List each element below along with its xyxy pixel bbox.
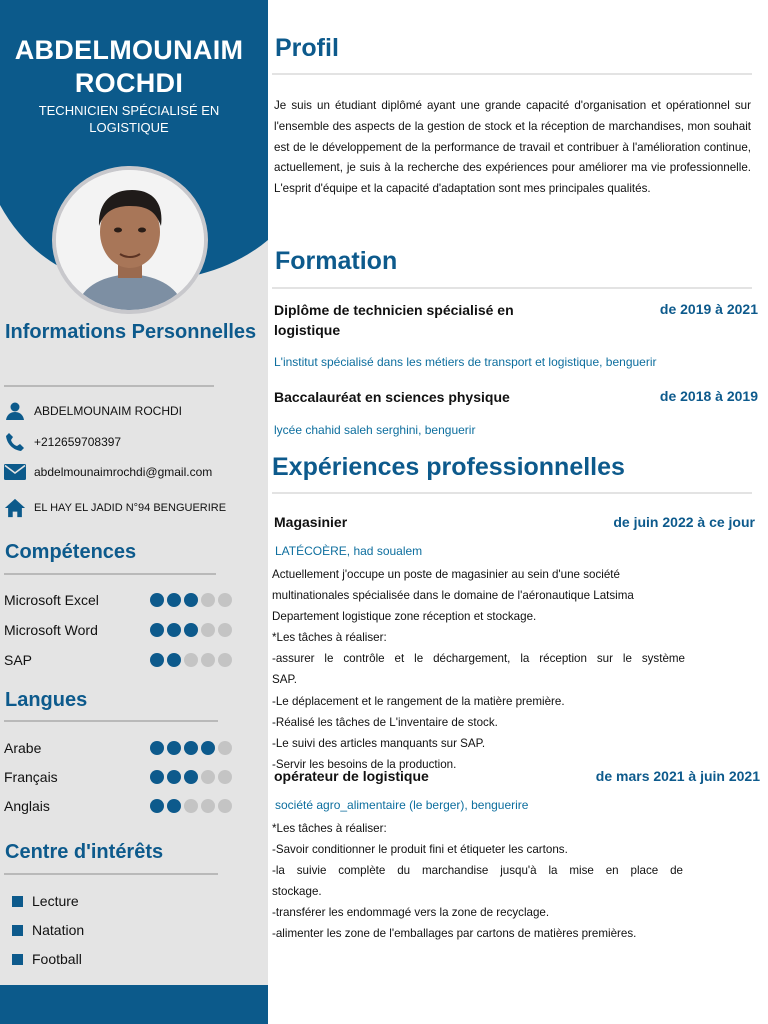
- rating-row: [4, 652, 232, 668]
- languages-title: Langues: [5, 689, 88, 711]
- job-company: LATÉCOÈRE, had soualem: [275, 544, 423, 558]
- square-bullet-icon: [12, 896, 23, 907]
- interest-item: [12, 951, 82, 967]
- rating-label: Microsoft Word: [4, 622, 98, 638]
- rating-dot-filled: [150, 741, 164, 755]
- rating-label: Anglais: [4, 798, 50, 814]
- rating-dot-empty: [201, 799, 215, 813]
- rating-row: [4, 622, 232, 638]
- section-divider: [4, 573, 216, 575]
- job-title: TECHNICIEN SPÉCIALISÉ EN LOGISTIQUE: [38, 103, 220, 135]
- section-divider: [4, 873, 218, 875]
- interest-item: [12, 893, 79, 909]
- rating-dot-filled: [150, 653, 164, 667]
- rating-dot-filled: [184, 623, 198, 637]
- job-line: -Le suivi des articles manquants sur SAP.: [272, 736, 486, 750]
- email-icon: [4, 461, 26, 483]
- job-company: société agro_alimentaire (le berger), benguerire: [275, 798, 529, 812]
- square-bullet-icon: [12, 925, 23, 936]
- rating-dot-filled: [150, 623, 164, 637]
- rating-dot-filled: [167, 799, 181, 813]
- rating-dot-filled: [167, 653, 181, 667]
- profile-photo: [52, 166, 208, 314]
- education-title: Formation: [275, 247, 398, 275]
- job-line: *Les tâches à réaliser:: [272, 631, 387, 645]
- info-phone-text[interactable]: +212659708397: [34, 435, 122, 449]
- rating-dot-empty: [184, 653, 198, 667]
- job-description: [272, 564, 685, 775]
- info-email-text[interactable]: abdelmounaimrochdi@gmail.com: [34, 465, 213, 479]
- job-line: Departement logistique zone réception et stockage.: [272, 610, 537, 624]
- rating-dot-filled: [184, 770, 198, 784]
- job-line: SAP.: [272, 673, 297, 687]
- rating-label: SAP: [4, 652, 33, 668]
- rating-dots: [150, 741, 232, 755]
- rating-dot-filled: [167, 770, 181, 784]
- rating-dots: [150, 799, 232, 813]
- rating-dot-empty: [201, 623, 215, 637]
- rating-dot-empty: [201, 593, 215, 607]
- rating-dot-filled: [167, 623, 181, 637]
- rating-dots: [150, 623, 232, 637]
- job-line: -assurer le contrôle et le déchargement, la réception sur le système: [272, 652, 685, 666]
- rating-row: [4, 798, 232, 814]
- job-line: -Savoir conditionner le produit fini et étiqueter les cartons.: [272, 843, 568, 857]
- job-line: -transférer les endommagé vers la zone de recyclage.: [272, 906, 550, 920]
- profile-title: Profil: [275, 34, 339, 62]
- job-line: stockage.: [272, 885, 322, 899]
- rating-dot-empty: [201, 653, 215, 667]
- profile-text: Je suis un étudiant diplômé ayant une grande capacité d'organisation et opérationnel sur l'ensemble des aspects de la gestion de stock et la réception de marchandises, mon souhait est de le développement de la performance de travail et contribuer à l'amélioration continue, actuellement, je suis à la recherche des expériences pour améliorer ma vie professionnelle. L'esprit d'équipe et la capacité d'adaptation sont mes principales qualités.: [274, 99, 751, 196]
- section-divider: [4, 720, 218, 722]
- rating-dot-filled: [184, 593, 198, 607]
- job-line: -Réalisé les tâches de L'inventaire de stock.: [272, 715, 498, 729]
- job-line: -Le déplacement et le rangement de la matière première.: [272, 694, 565, 708]
- interests-title: Centre d'intérêts: [5, 841, 164, 863]
- square-bullet-icon: [12, 954, 23, 965]
- section-divider: [272, 73, 752, 75]
- rating-dot-empty: [218, 799, 232, 813]
- rating-label: Français: [4, 769, 58, 785]
- section-divider: [272, 492, 752, 494]
- rating-row: [4, 592, 232, 608]
- info-address-row: [4, 497, 226, 519]
- rating-label: Microsoft Excel: [4, 592, 99, 608]
- job-position: Magasinier: [274, 514, 348, 530]
- interest-label: Lecture: [32, 893, 79, 909]
- education-degree: Baccalauréat en sciences physique: [274, 389, 510, 405]
- job-line: -alimenter les zone de l'emballages par cartons de matières premières.: [272, 927, 637, 941]
- rating-dots: [150, 593, 232, 607]
- section-divider: [272, 287, 752, 289]
- person-icon: [4, 400, 26, 422]
- info-email-row: [4, 461, 212, 483]
- info-name-text: ABDELMOUNAIM ROCHDI: [34, 404, 183, 418]
- interest-label: Football: [32, 951, 82, 967]
- job-date: de juin 2022 à ce jour: [613, 514, 755, 530]
- interest-item: [12, 922, 84, 938]
- info-name-row: [4, 400, 182, 422]
- education-school: lycée chahid saleh serghini, benguerir: [274, 423, 476, 437]
- rating-dot-filled: [150, 799, 164, 813]
- education-date: de 2019 à 2021: [659, 301, 758, 317]
- job-line: multinationales spécialisée dans le domaine de l'aéronautique Latsima: [272, 589, 634, 603]
- job-line: -la suivie complète du marchandise jusqu'à la mise en place de: [272, 864, 683, 878]
- job-line: *Les tâches à réaliser:: [272, 822, 387, 835]
- job-line: Actuellement j'occupe un poste de magasinier au sein d'une société: [272, 568, 620, 581]
- job-date: de mars 2021 à juin 2021: [595, 768, 760, 784]
- personal-info-title: Informations Personnelles: [5, 321, 257, 343]
- rating-dot-filled: [184, 741, 198, 755]
- sidebar-footer-band: [0, 985, 268, 1024]
- rating-dot-filled: [150, 770, 164, 784]
- job-description: [272, 818, 683, 945]
- skills-title: Compétences: [5, 541, 137, 563]
- sidebar: [0, 0, 268, 1024]
- education-degree: Diplôme de technicien spécialisé en logistique: [274, 302, 514, 338]
- rating-dot-empty: [218, 770, 232, 784]
- rating-dot-empty: [218, 653, 232, 667]
- home-icon: [4, 497, 26, 519]
- rating-row: [4, 740, 232, 756]
- rating-dots: [150, 770, 232, 784]
- rating-dot-empty: [218, 741, 232, 755]
- rating-dot-filled: [167, 741, 181, 755]
- rating-dot-empty: [184, 799, 198, 813]
- candidate-name: ABDELMOUNAIM ROCHDI: [14, 35, 244, 98]
- rating-dot-empty: [218, 623, 232, 637]
- education-school: L'institut spécialisé dans les métiers de transport et logistique, benguerir: [274, 355, 657, 369]
- section-divider: [4, 385, 214, 387]
- rating-dots: [150, 653, 232, 667]
- avatar-portrait: [56, 170, 204, 310]
- rating-dot-filled: [201, 741, 215, 755]
- info-phone-row: [4, 431, 121, 453]
- rating-row: [4, 769, 232, 785]
- rating-dot-empty: [218, 593, 232, 607]
- experience-title: Expériences professionnelles: [272, 453, 625, 481]
- job-position: opérateur de logistique: [274, 768, 429, 784]
- phone-icon: [4, 431, 26, 453]
- rating-label: Arabe: [4, 740, 42, 756]
- rating-dot-empty: [201, 770, 215, 784]
- interest-label: Natation: [32, 922, 85, 938]
- info-address-text: EL HAY EL JADID N°94 BENGUERIRE: [34, 502, 227, 514]
- rating-dot-filled: [150, 593, 164, 607]
- rating-dot-filled: [167, 593, 181, 607]
- education-date: de 2018 à 2019: [659, 388, 758, 404]
- job-line: -Servir les besoins de la production.: [272, 757, 457, 771]
